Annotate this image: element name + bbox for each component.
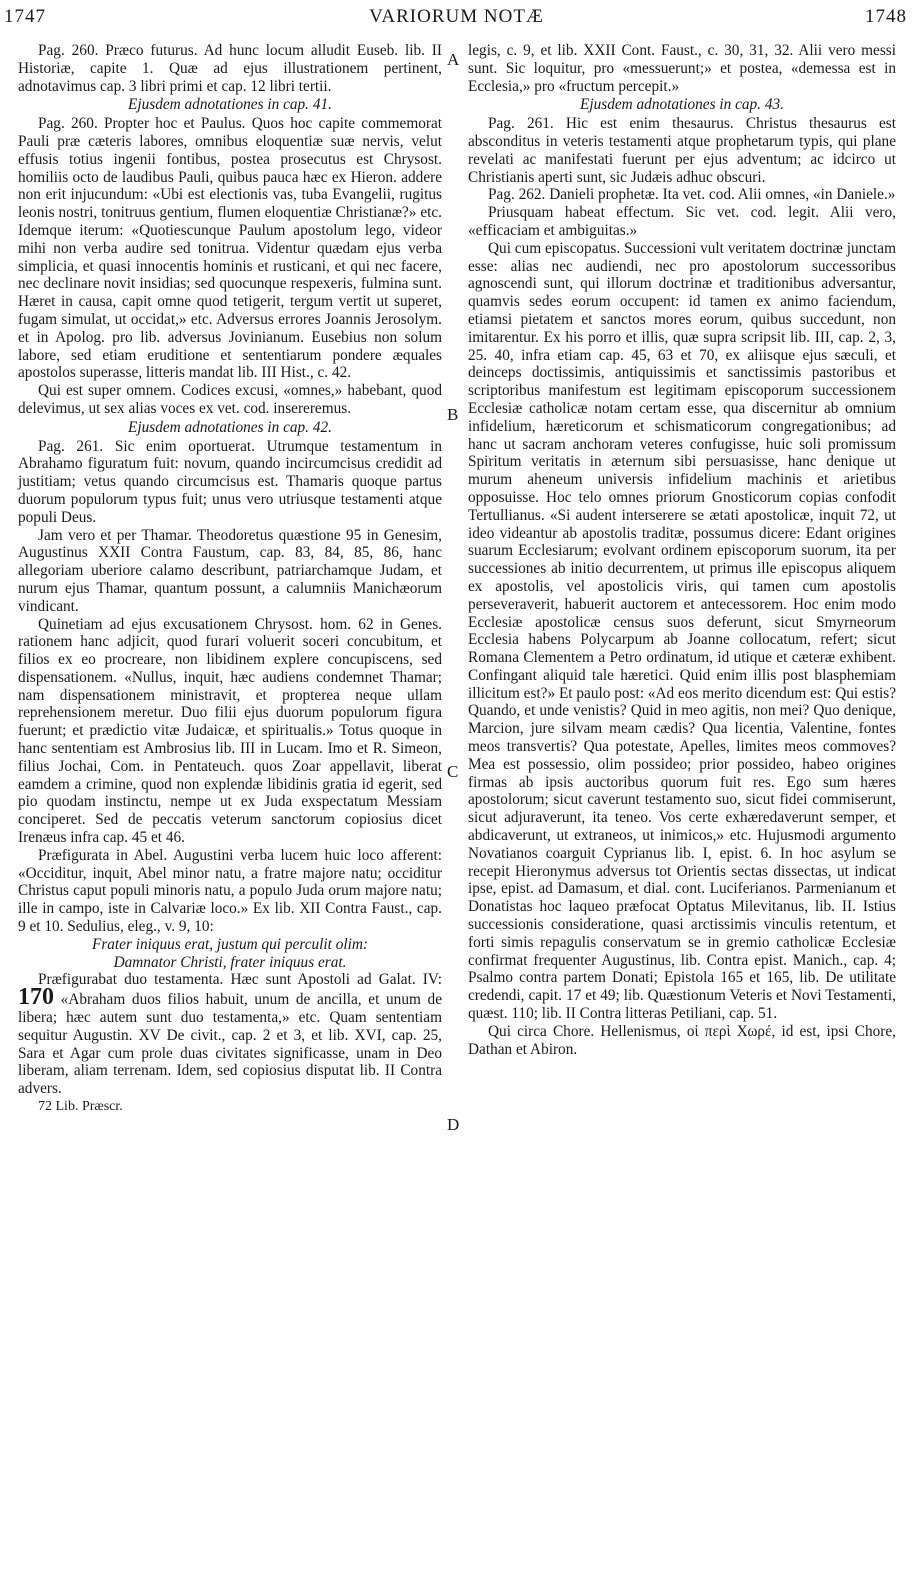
section-heading: Ejusdem adnotationes in cap. 41. — [128, 96, 332, 114]
paragraph: Pag. 260. Præco futurus. Ad hunc locum alludit Euseb. lib. II Historiæ, capite 1. Quæ ad ejus illustrationem pertinent, adnotavimus cap. 3 libri primi et cap. 12 libri tertii. — [18, 42, 442, 95]
paragraph — [18, 971, 442, 1098]
margin-letter-c: C — [447, 762, 459, 781]
paragraph: Priusquam habeat effectum. Sic vet. cod. legit. Alii vero, «efficaciam et ambiguitas.» — [468, 204, 896, 239]
section-heading: Ejusdem adnotationes in cap. 42. — [128, 418, 332, 436]
paragraph: Præfigurata in Abel. Augustini verba lucem huic loco afferent: «Occiditur, inquit, Abel minor natu, a fratre majore natu; occiditur Christus caput populi minoris natu, a populo Juda orum majore natu; ille in campo, iste in Calvariæ loco.» Ex lib. XII Contra Faust., cap. 9 et 10. Sedulius, eleg., v. 9, 10: — [18, 846, 442, 936]
paragraph: Pag. 261. Hic est enim thesaurus. Christus thesaurus est absconditus in veteris testamenti atque prophetarum typis, qui plane revelati ac manifestati fuerunt per ejus adventum; ac idcirco ut Christianis aperti sunt, sic Judæis adhuc obscuri. — [468, 115, 896, 186]
page-number-left: 1747 — [4, 6, 46, 27]
right-column — [468, 42, 896, 1058]
paragraph: Pag. 262. Danieli prophetæ. Ita vet. cod. Alii omnes, «in Daniele.» — [488, 186, 896, 204]
paragraph: Jam vero et per Thamar. Theodoretus quæstione 95 in Genesim, Augustinus XXII Contra Faustum, cap. 83, 84, 85, 86, hanc allegoriam uberiore calamo describunt, patriarchamque Judam, et nurum ejus Thamar, quantum possunt, a calumniis Manichæorum vindicant. — [18, 526, 442, 615]
running-title: VARIORUM NOTÆ — [369, 6, 544, 27]
paragraph: Qui cum episcopatus. Successioni vult veritatem doctrinæ junctam esse: alias nec audiendi, nec pro apostolorum successoribus agnoscendi sunt, qui illorum doctrinæ et traditionibus adversantur, quamvis sedes eorum occupent: id tamen ex animo faciendum, etiamsi pietatem et sanctos mores eorum, quibus succedunt, non imitarentur. Ex his porro et illis, quæ supra scripsit lib. III, cap. 2, 3, 25. 40, infra etiam cap. 45, 63 et 70, ex aliisque ejus sæculi, et deinceps doctissimis, antiquissimis et sanctissimis pastoribus et scriptoribus manifestum est legitimam episcoporum successionem Ecclesiæ catholicæ notam certam esse, qua discernitur ab omnium infidelium, hæreticorum et schismaticorum congregationibus; ad hanc ut sacram anchoram veteres confugisse, huic soli promissum Spiritum veritatis in æternum sibi persuasisse, hanc denique ut murum aheneum universis infidelium machinis et arietibus opposuisse. Hoc telo omnes priorum Gnosticorum copias confodit Tertullianus. «Si audent interserere se ætati apostolicæ, inquit 72, ut ideo videantur ab apostolis traditæ, possumus dicere: Edant origines suarum Ecclesiarum; evolvant ordinem episcoporum suorum, ita per successiones ab initio decurrentem, ut primus ille episcopus aliquem ex apostolis, vel apostolicis viris, qui tamen cum apostolis perseveraverit, habuerit auctorem et antecessorem. Hoc enim modo Ecclesiæ apostolicæ census suos deferunt, sicut Smyrneorum Ecclesia habens Polycarpum ab Joanne collocatum, refert; sicut Romana Clementem a Petro ordinatum, id utique et cæteræ exhibent. Confingant aliquid tale hæretici. Quid enim illis post blasphemiam illicitum est?» Et paulo post: «Ad eos merito dicendum est: Qui estis? Quando, et unde venistis? Quid in meo agitis, non mei? Quo denique, Marcion, jure silvam meam cædis? Qua licentia, Valentine, fontes meos transvertis? Qua potestate, Apelles, limites meos commoves? Mea est possessio, olim possideo; prior possideo, habeo origines firmas ab ipsis auctoribus quorum fuit res. Ego sum hæres apostolorum; sicut caverunt testamento suo, sicut fidei commiserunt, sicut adjuraverunt, ita teneo. Vos certe exhæredaverunt semper, et abdicaverunt, ut extraneos, ut inimicos,» etc. Hujusmodi argumento Novatianos coarguit Cyprianus lib. I, epist. 6. In hoc asylum se recepit Hieronymus adversus tot Orientis sectas dissectas, ut indicat ipse, epist. ad Damasum, et dial. cont. Luciferianos. Parmenianum et Donatistas hoc laqueo præfocat Optatus Milevitanus, lib. II. Istius successionis consideratione, quasi arctissimis vinculis retentum, et forti simis repagulis conservatum se in gremio catholicæ Ecclesiæ confirmat frequenter Augustinus, lib. Contra epist. Manich., cap. 4; Psalmo contra partem Donati; Epistola 165 et 165, lib. De utilitate credendi, capit. 17 et 49; lib. Quæstionum Veteris et Novi Testamenti, quæst. 110; lib. II Contra litteras Petiliani, cap. 51. — [468, 239, 896, 1023]
page-number-right: 1748 — [865, 6, 907, 27]
paragraph: Qui circa Chore. Hellenismus, οἱ περὶ Χωρέ, id est, ipsi Chore, Dathan et Abiron. — [468, 1022, 896, 1058]
margin-letter-d: D — [447, 1115, 460, 1134]
margin-letter-a: A — [447, 50, 460, 69]
verse-line: Damnator Christi, frater iniquus erat. — [113, 953, 347, 971]
paragraph: legis, c. 9, et lib. XXII Cont. Faust., c. 30, 31, 32. Alii vero messi sunt. Sic loquitur, pro «messuerunt;» et postea, «demessa est in Ecclesia,» pro «fructum percepit.» — [468, 42, 896, 95]
running-header — [0, 0, 913, 40]
paragraph-text: Præfigurabat duo testamenta. Hæc sunt Apostoli ad Galat. IV: — [38, 971, 442, 989]
paragraph: Quinetiam ad ejus excusationem Chrysost. hom. 62 in Genes. rationem hanc adjicit, quod furari voluerit soceri concubitum, et filios ex eo procreare, non libidinem explere concupiscens, sed dispensationem. «Nullus, inquit, hæc audiens condemnet Thamar; nam dispensationem ministravit, et propterea neque ullam reprehensionem meretur. Duo filii ejus duorum populorum figura fuerunt; et prædictio vitæ Judaicæ, et spiritualis.» Totus quoque in hanc sententiam est Ambrosius lib. III in Lucam. Imo et R. Simeon, filius Jochai, Com. in Pentateuch. quos Zoar appellavit, liberat eamdem a crimine, quod non explendæ libidinis gratia id egerit, sed pio quodam instinctu, nempe ut ex Juda exspectatum Messiam conciperet. Sed de peccatis veterum sanctorum copiosius dicet Irenæus infra cap. 45 et 46. — [18, 615, 442, 847]
left-column — [18, 42, 442, 1116]
paragraph: Qui est super omnem. Codices excusi, «omnes,» habebant, quod delevimus, ut sex alias voces ex vet. cod. insereremus. — [18, 382, 442, 417]
verse-line: Frater iniquus erat, justum qui perculit olim: — [91, 935, 369, 953]
paragraph: Pag. 260. Propter hoc et Paulus. Quos hoc capite commemorat Pauli præ cæteris labores, omnibus eloquentiæ suæ nervis, velut effusis totius ingenii fontibus, postea prosecutus est Chrysost. homiliis octo de laudibus Pauli, quibus pauca hæc ex Hieron. addere non erit injucundum: «Ubi est electionis vas, tuba Evangelii, rugitus leonis nostri, tonitruus gentium, flumen eloquentiæ Christianæ?» etc. Idemque iterum: «Quotiescunque Paulum apostolum lego, videor mihi non verba audire sed tonitrua. Videntur quædam ejus verba simplicia, et quasi innocentis hominis et rusticani, et qui nec facere, nec declinare novit insidias; sed quocunque respexeris, fulmina sunt. Hæret in causa, capit omne quod tetigerit, tergum vertit ut superet, fugam simulat, ut occidat,» etc. Adversus errores Joannis Jerosolym. et in Apolog. pro lib. adversus Jovinianum. Eusebius non solum labore, sed etiam eruditione et sententiarum pondere æquales apostolos superasse, litteris mandat lib. III Hist., c. 42. — [18, 115, 442, 382]
margin-letter-b: B — [447, 405, 459, 424]
column-number: 170 — [18, 984, 54, 1011]
footnote: 72 Lib. Præscr. — [38, 1099, 123, 1115]
paragraph: Pag. 261. Sic enim oportuerat. Utrumque testamentum in Abrahamo figuratum fuit: novum, quando incircumcisus credidit ad justitiam; vetus quando circumcisus est. Thamaris quoque partus duorum populorum typus fuit; unus vero utriusque testamenti atque populi Deus. — [18, 437, 442, 526]
section-heading: Ejusdem adnotationes in cap. 43. — [580, 96, 784, 114]
paragraph-text: «Abraham duos filios habuit, unum de ancilla, et unum de libera; hæc autem sunt duo testamenta,» etc. Quam sententiam sequitur Augustin. XV De civit., cap. 2 et 3, et lib. XVI, cap. 25, Sara et Agar cum prole duas civitates significasse, unam in Deo liberam, aliam terrenam. Idem, sed copiosius disputat lib. II Contra advers. — [18, 991, 442, 1098]
